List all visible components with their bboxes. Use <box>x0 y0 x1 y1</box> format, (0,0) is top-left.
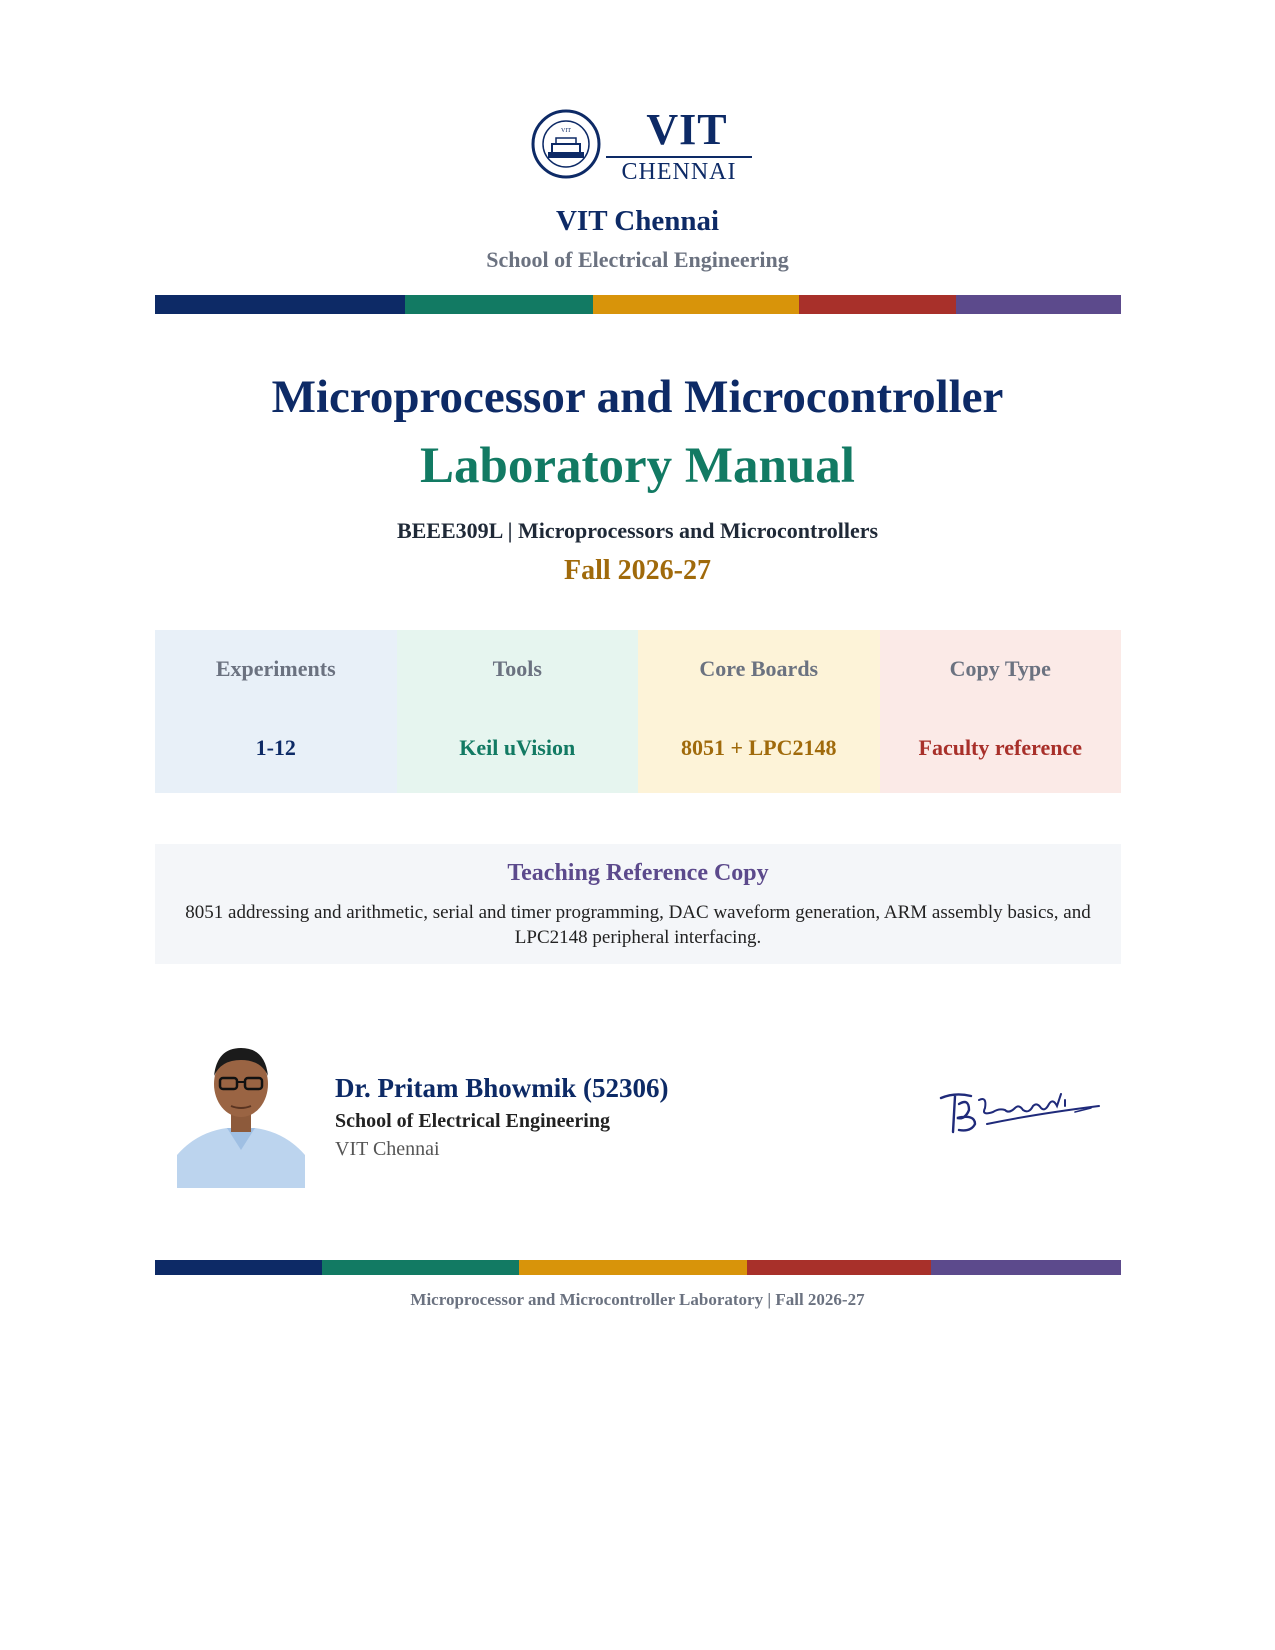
info-card-value: Keil uVision <box>459 735 576 760</box>
bar-segment-teal <box>405 295 593 314</box>
info-card-value: Faculty reference <box>918 735 1082 760</box>
info-card-label: Experiments <box>215 656 336 681</box>
bar-segment-gold <box>519 1260 747 1275</box>
reference-note-box <box>155 844 1121 964</box>
manual-title-line-1: Microprocessor and Microcontroller <box>271 371 1004 423</box>
author-photo <box>177 1030 305 1188</box>
note-description: 8051 addressing and arithmetic, serial and timer programming, DAC waveform generation, ARM assembly basics, and LPC2148 peripheral interfacing. <box>185 902 1091 948</box>
top-color-bar <box>155 295 1121 314</box>
author-signature <box>935 1080 1105 1140</box>
bar-segment-navy <box>155 295 405 314</box>
logo-wordmark: VIT <box>646 105 728 154</box>
author-name: Dr. Pritam Bhowmik (52306) <box>335 1073 669 1103</box>
info-card-value: 1-12 <box>255 735 296 760</box>
semester: Fall 2026-27 <box>564 555 711 586</box>
info-card-experiments <box>155 630 397 793</box>
info-card-label: Tools <box>492 656 542 681</box>
school-name: School of Electrical Engineering <box>486 247 789 272</box>
bar-segment-red <box>747 1260 931 1275</box>
info-card-copy-type <box>880 630 1122 793</box>
svg-text:VIT: VIT <box>561 128 571 134</box>
institution-name: VIT Chennai <box>555 205 720 237</box>
bar-segment-purple <box>956 295 1121 314</box>
note-title: Teaching Reference Copy <box>507 860 769 886</box>
info-card-label: Core Boards <box>699 656 819 681</box>
logo-sub-wordmark: CHENNAI <box>621 159 737 185</box>
info-card-tools <box>397 630 639 793</box>
bar-segment-gold <box>593 295 799 314</box>
manual-title-line-2: Laboratory Manual <box>420 438 855 494</box>
course-code-line: BEEE309L | Microprocessors and Microcontrollers <box>396 518 879 543</box>
bar-segment-navy <box>155 1260 322 1275</box>
author-school: School of Electrical Engineering <box>335 1110 610 1132</box>
vit-seal-icon <box>530 108 602 180</box>
bottom-color-bar <box>155 1260 1121 1275</box>
info-card-value: 8051 + LPC2148 <box>680 735 837 760</box>
bar-segment-purple <box>931 1260 1121 1275</box>
info-cards <box>155 630 1121 793</box>
bar-segment-teal <box>322 1260 519 1275</box>
footer-text: Microprocessor and Microcontroller Laboratory | Fall 2026-27 <box>410 1290 865 1309</box>
bar-segment-red <box>799 295 956 314</box>
info-card-core-boards <box>638 630 880 793</box>
vit-logo <box>530 105 752 185</box>
author-institution: VIT Chennai <box>335 1138 440 1160</box>
info-card-label: Copy Type <box>949 656 1051 681</box>
